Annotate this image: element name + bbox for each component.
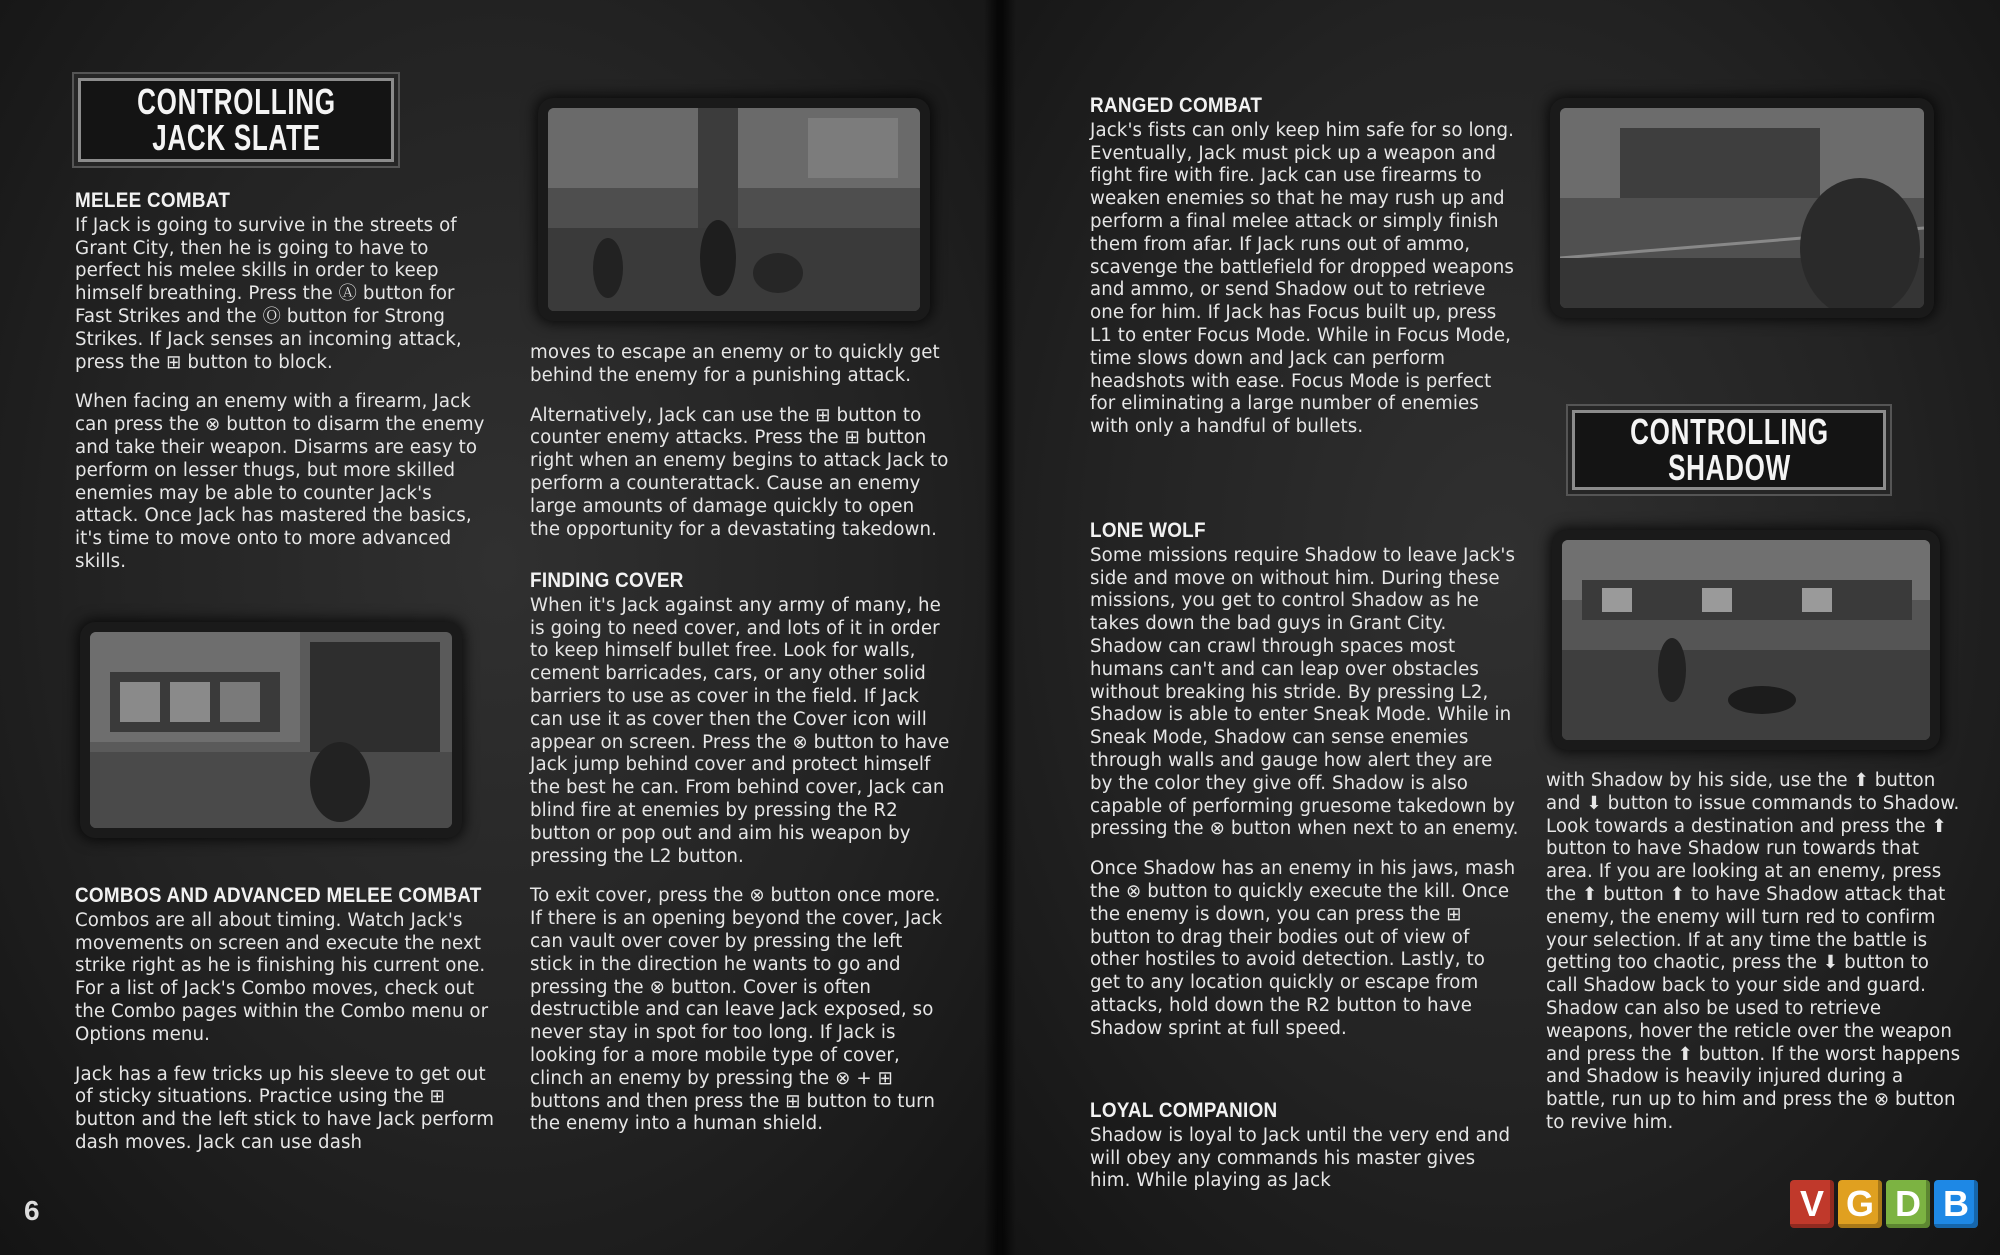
heading-ranged-combat: RANGED COMBAT bbox=[1090, 94, 1263, 117]
heading-combos: COMBOS AND ADVANCED MELEE COMBAT bbox=[75, 884, 482, 907]
ranged-paragraph-1: Jack's fists can only keep him safe for so long. Eventually, Jack must pick up a weapon and fight fire with fire. Jack can use firearms to weaken enemies so that he may rush up and perform a final melee attack or simply finish them from afar. If Jack runs out of ammo, scavenge the battlefield for dropped weapons and ammo, or send Shadow out to retrieve one for him. If Jack has Focus built up, press L1 to enter Focus Mode. While in Focus Mode, time slows down and Jack can perform headshots with ease. Focus Mode is perfect for eliminating a large number of enemies with only a handful of bullets. bbox=[1090, 119, 1514, 438]
shadow-commands-section bbox=[1546, 770, 1962, 1152]
cover-section bbox=[530, 570, 950, 1153]
shadow-commands-paragraph: with Shadow by his side, use the ⬆ button and ⬇ button to issue commands to Shadow. Look towards a destination and press the ⬆ button to have Shadow run towards that area. If you are looking at an enemy, press the ⬆ button ⬆ to have Shadow attack that enemy, the enemy will turn red to confirm your selection. If at any time the battle is getting too chaotic, press the ⬇ button to call Shadow back to your side and guard. Shadow can also be used to retrieve weapons, hover the reticle over the weapon and press the ⬆ button. If the worst happens and Shadow is heavily injured during a battle, run up to him and press the ⊗ button to revive him. bbox=[1546, 770, 1961, 1133]
logo-letter-g: G bbox=[1838, 1180, 1882, 1228]
logo-letter-v: V bbox=[1790, 1180, 1834, 1228]
loyal-paragraph-1: Shadow is loyal to Jack until the very end and will obey any commands his master gives him. While playing as Jack bbox=[1090, 1124, 1511, 1192]
banner-controlling-jack-slate bbox=[78, 78, 394, 162]
logo-letter-d: D bbox=[1886, 1180, 1930, 1228]
counter-section bbox=[530, 342, 950, 558]
book-gutter bbox=[984, 0, 1016, 1255]
ranged-section bbox=[1090, 95, 1520, 456]
melee-paragraph-2: When facing an enemy with a firearm, Jack can press the ⊗ button to disarm the enemy and take their weapon. Disarms are easy to perform on lesser thugs, but more skilled enemies may be able to counter Jack's attack. Once Jack has mastered the basics, it's time to move onto to more advanced skills. bbox=[75, 391, 485, 572]
logo-letter-b: B bbox=[1934, 1180, 1978, 1228]
banner-line-1: CONTROLLING bbox=[1629, 411, 1829, 452]
banner-line-2: SHADOW bbox=[1667, 447, 1791, 488]
vgdb-watermark-logo bbox=[1790, 1180, 1978, 1228]
combos-paragraph-2: Jack has a few tricks up his sleeve to get out of sticky situations. Practice using the ⊞ button and the left stick to have Jack perform dash moves. Jack can use dash bbox=[75, 1063, 495, 1153]
cover-paragraph-1: When it's Jack against any army of many, he is going to need cover, and lots of it in order to keep himself bullet free. Look for walls, cement barricades, cars, or any other solid barriers to use as cover in the field. If Jack can use it as cover then the Cover icon will appear on screen. Press the ⊗ button to have Jack jump behind cover and protect himself the best he can. From behind cover, Jack can blind fire at enemies by pressing the R2 button or pop out and aim his weapon by pressing the L2 button. bbox=[530, 594, 950, 867]
banner-controlling-shadow bbox=[1572, 410, 1886, 490]
screenshot-hallway-shooting bbox=[1560, 108, 1924, 308]
melee-section bbox=[75, 190, 495, 591]
heading-melee-combat: MELEE COMBAT bbox=[75, 189, 231, 212]
heading-lone-wolf: LONE WOLF bbox=[1090, 519, 1206, 542]
screenshot-shadow-dog bbox=[1562, 540, 1930, 740]
dash-continued-paragraph: moves to escape an enemy or to quickly get behind the enemy for a punishing attack. bbox=[530, 342, 940, 386]
heading-loyal-companion: LOYAL COMPANION bbox=[1090, 1099, 1278, 1122]
page-number: 6 bbox=[24, 1195, 40, 1226]
counter-paragraph: Alternatively, Jack can use the ⊞ button to counter enemy attacks. Press the ⊞ button right when an enemy begins to attack Jack to perform a counterattack. Cause an enemy large amounts of damage quickly to open the opportunity for a devastating takedown. bbox=[530, 404, 949, 540]
lone-wolf-paragraph-2: Once Shadow has an enemy in his jaws, mash the ⊗ button to quickly execute the kill. Once the enemy is down, you can press the ⊞ button to drag their bodies out of view of other hostiles to avoid detection. Lastly, to get to any location quickly or escape from attacks, hold down the R2 button to have Shadow sprint at full speed. bbox=[1090, 858, 1516, 1039]
screenshot-street-fight bbox=[548, 108, 920, 311]
banner-line-1: CONTROLLING bbox=[136, 81, 336, 122]
combos-paragraph-1: Combos are all about timing. Watch Jack's movements on screen and execute the next strike right as he is finishing his current one. For a list of Jack's Combo moves, check out the Combo pages within the Combo menu or Options menu. bbox=[75, 909, 489, 1045]
lone-wolf-section bbox=[1090, 520, 1520, 1058]
cover-paragraph-2: To exit cover, press the ⊗ button once more. If there is an opening beyond the cover, Jack can vault over cover by pressing the left stick in the direction he wants to go and pressing the ⊗ button. Cover is often destructible and can leave Jack exposed, so never stay in spot for too long. If Jack is looking for a more mobile type of cover, clinch an enemy by pressing the ⊗ + ⊞ buttons and then press the ⊞ button to turn the enemy into a human shield. bbox=[530, 885, 943, 1135]
lone-wolf-paragraph-1: Some missions require Shadow to leave Jack's side and move on without him. During these missions, you get to control Shadow as he takes down the bad guys in Grant City. Shadow can crawl through spaces most humans can't and can leap over obstacles without breaking his stride. By pressing L2, Shadow is able to enter Sneak Mode. While in Sneak Mode, Shadow can sense enemies through walls and gauge how alert they are by the color they give off. Shadow is also capable of performing gruesome takedown by pressing the ⊗ button when next to an enemy. bbox=[1090, 544, 1519, 840]
combos-section bbox=[75, 885, 495, 1172]
screenshot-warehouse bbox=[90, 632, 452, 828]
banner-line-2: JACK SLATE bbox=[151, 117, 321, 158]
heading-finding-cover: FINDING COVER bbox=[530, 569, 684, 592]
melee-paragraph-1: If Jack is going to survive in the streets of Grant City, then he is going to have to perfect his melee skills in order to keep himself breathing. Press the Ⓐ button for Fast Strikes and the Ⓞ button for Strong Strikes. If Jack senses an incoming attack, press the ⊞ button to block. bbox=[75, 214, 462, 373]
loyal-companion-section bbox=[1090, 1100, 1520, 1210]
